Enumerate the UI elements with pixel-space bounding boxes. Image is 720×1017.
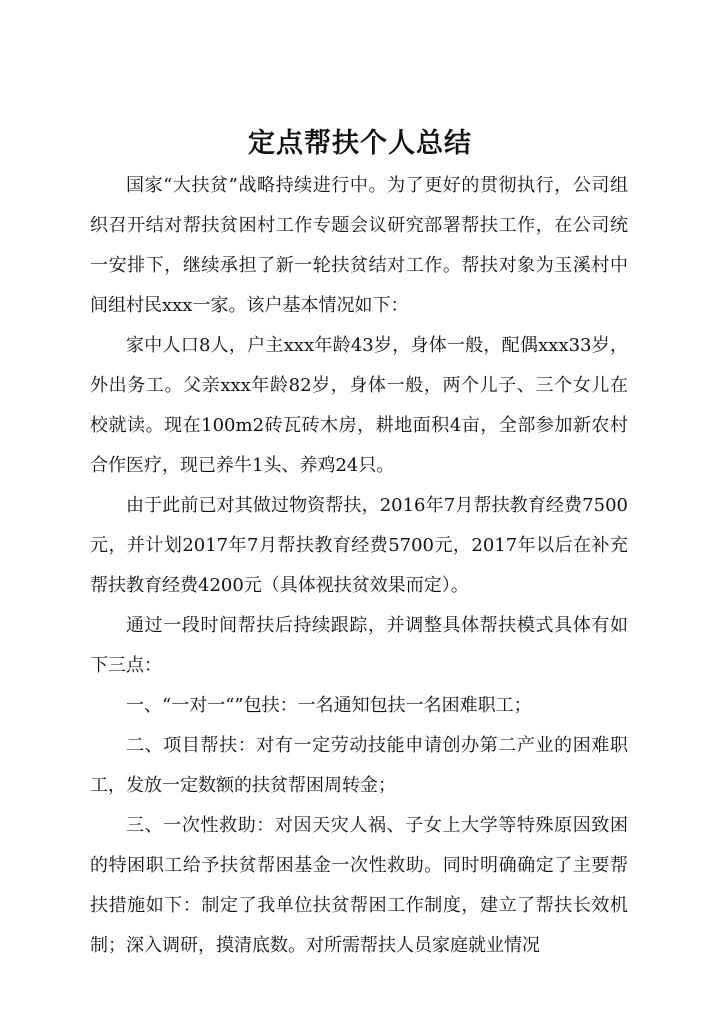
paragraph-point-one: 一、“一对一“”包扶：一名通知包扶一名困难职工； [126,695,532,716]
paragraph-point-two: 二、项目帮扶：对有一定劳动技能申请创办第二产业的困难职工，发放一定数额的扶贫帮困周转金； [90,735,628,796]
document-body [90,166,628,966]
paragraph-household-info: 家中人口8人，户主xxx年龄43岁，身体一般，配偶xxx33岁，外出务工。父亲xxx年龄82岁，身体一般，两个儿子、三个女儿在校就读。现在100m2砖瓦砖木房，耕地面积4亩，全部参加新农村合作医疗，现已养牛1头、养鸡24只。 [90,335,628,476]
paragraph-intro: 国家“大扶贫”战略持续进行中。为了更好的贯彻执行，公司组织召开结对帮扶贫困村工作专题会议研究部署帮扶工作，在公司统一安排下，继续承担了新一轮扶贫结对工作。帮扶对象为玉溪村中间组村民xxx一家。该户基本情况如下： [90,175,628,316]
paragraph-three-points-intro: 通过一段时间帮扶后持续跟踪，并调整具体帮扶模式具体有如下三点： [90,615,628,676]
paragraph-education-funding: 由于此前已对其做过物资帮扶，2016年7月帮扶教育经费7500元，并计划2017年7月帮扶教育经费5700元，2017年以后在补充帮扶教育经费4200元（具体视扶贫效果而定）。 [90,495,628,596]
paragraph-point-three: 三、一次性救助：对因天灾人祸、子女上大学等特殊原因致困的特困职工给予扶贫帮困基金一次性救助。同时明确确定了主要帮扶措施如下：制定了我单位扶贫帮困工作制度，建立了帮扶长效机制；深入调研，摸清底数。对所需帮扶人员家庭就业情况 [90,815,628,956]
document-title: 定点帮扶个人总结 [248,128,472,159]
